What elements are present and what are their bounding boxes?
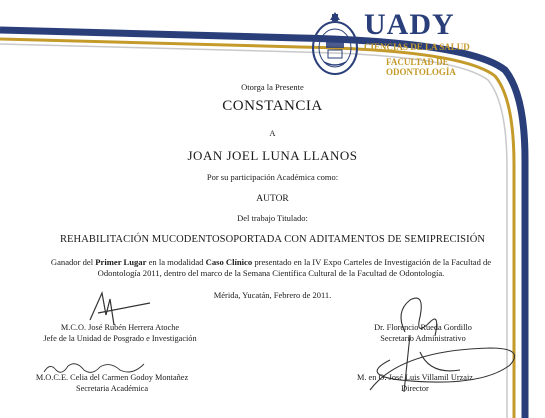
signer-role: Jefe de la Unidad de Posgrado e Investigación [43, 334, 197, 343]
to-label: A [269, 128, 276, 138]
award-category: Caso Clínico [205, 257, 253, 267]
signature-block-1 [20, 322, 220, 344]
signer-role: Secretario Administrativo [380, 334, 466, 343]
recipient-name: JOAN JOEL LUNA LLANOS [187, 148, 358, 163]
issue-date: Mérida, Yucatán, Febrero de 2011. [213, 290, 332, 300]
otorga-text: Otorga la Presente [241, 82, 304, 92]
brand-block [364, 10, 470, 77]
signer-name: Dr. Florencio Rueda Gordillo [374, 323, 472, 332]
signature-block-4 [330, 372, 500, 394]
signer-name: M. en O. José Luis Villamil Urzaiz [357, 373, 473, 382]
division-name: CIENCIAS DE LA SALUD [364, 42, 470, 52]
work-label: Del trabajo Titulado: [237, 213, 308, 223]
certificate-title: CONSTANCIA [222, 98, 323, 114]
university-seal [310, 10, 360, 78]
signer-name: M.O.C.E. Celia del Carmen Godoy Montañez [35, 373, 189, 382]
award-description: Ganador del Primer Lugar en la modalidad Caso Clínico presentado en la IV Expo Carteles de Investigación de la Facultad de Odontología 2011, dentro del marco de la Semana Científica Cultural de la Facultad de Odontología. [50, 257, 492, 278]
signature-block-2 [338, 322, 508, 344]
signature-block-3 [22, 372, 202, 394]
faculty-name-line1: FACULTAD DE [386, 57, 449, 67]
signer-role: Secretaria Académica [75, 384, 149, 393]
signer-role: Director [401, 384, 429, 393]
brand-name: UADY [364, 8, 455, 41]
faculty-name-line2: ODONTOLOGÍA [386, 67, 456, 77]
award-place: Primer Lugar [95, 257, 147, 267]
participation-text: Por su participación Académica como: [206, 172, 339, 182]
work-title: REHABILITACIÓN MUCODENTOSOPORTADA CON ADITAMENTOS DE SEMIPRECISIÓN [59, 234, 486, 245]
signer-name: M.C.O. José Rubén Herrera Atoche [60, 323, 180, 332]
role-text: AUTOR [256, 194, 289, 204]
